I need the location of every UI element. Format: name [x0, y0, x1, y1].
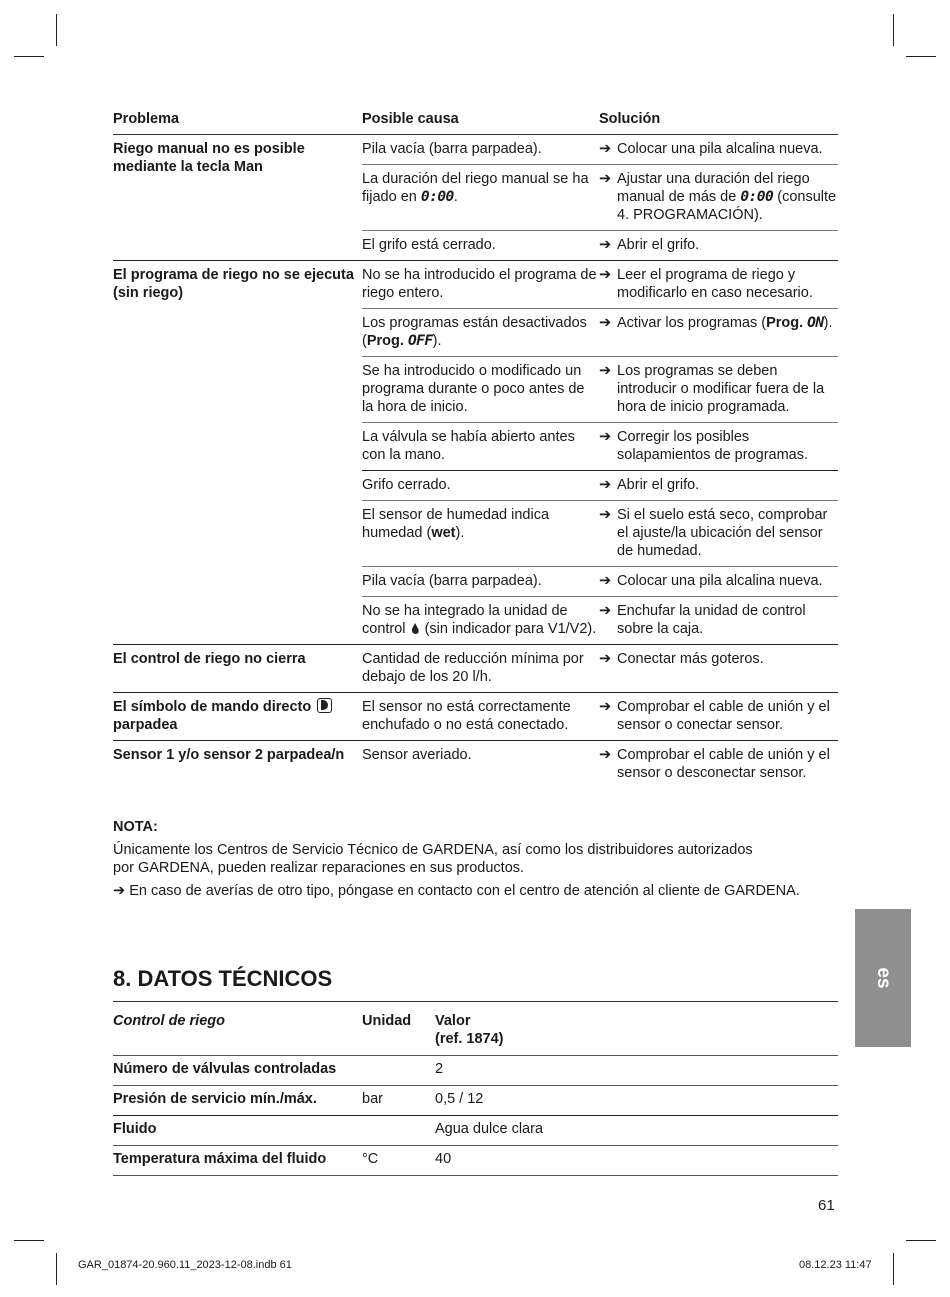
note-instruction	[113, 882, 843, 900]
moon-box-icon	[317, 698, 332, 713]
spec-value: 2	[435, 1056, 838, 1086]
solution-cell	[599, 645, 838, 693]
solution-text: Si el suelo está seco, comprobar el ajuste/la ubicación del sensor de humedad.	[617, 507, 828, 559]
spec-name: Presión de servicio mín./máx.	[113, 1086, 362, 1116]
specs-header-row	[113, 1008, 838, 1056]
cause-text: ).	[455, 525, 465, 541]
arrow-right-icon: ➔	[599, 747, 612, 763]
footer-timestamp: 08.12.23 11:47	[799, 1259, 872, 1271]
lcd-value: 0:00	[740, 189, 774, 205]
note-line: por GARDENA, pueden realizar reparaciones en sus productos.	[113, 860, 525, 876]
cause-text: .	[453, 189, 458, 205]
solution-text-part: Activar los programas (	[617, 315, 767, 331]
problem-text: parpadea	[113, 717, 178, 733]
solution-cell	[599, 741, 838, 789]
cause-text: ).	[432, 333, 442, 349]
lcd-value: ON	[807, 315, 824, 331]
arrow-right-icon: ➔	[599, 573, 612, 589]
note-line: Únicamente los Centros de Servicio Técnico de GARDENA, así como los distribuidores autorizados	[113, 842, 753, 858]
lcd-value: 0:00	[420, 189, 454, 205]
note-label: NOTA:	[113, 819, 158, 835]
arrow-right-icon: ➔	[113, 883, 126, 899]
solution-cell	[599, 261, 838, 309]
header-problem: Problema	[113, 107, 362, 135]
solution-text-part: ).	[823, 315, 833, 331]
problem-cell: El control de riego no cierra	[113, 645, 362, 693]
cause-cell: La válvula se había abierto antes con la mano.	[362, 423, 599, 471]
cause-text: Los programas están desactivados (	[362, 315, 587, 349]
arrow-right-icon: ➔	[599, 315, 612, 331]
solution-cell	[599, 309, 838, 357]
arrow-right-icon: ➔	[599, 699, 612, 715]
spec-value: 0,5 / 12	[435, 1086, 838, 1116]
table-row	[113, 1056, 838, 1086]
specs-table	[113, 1008, 838, 1176]
spec-unit: bar	[362, 1086, 435, 1116]
solution-text: Comprobar el cable de unión y el sensor o conectar sensor.	[617, 699, 830, 733]
cause-cell: Pila vacía (barra parpadea).	[362, 567, 599, 597]
solution-cell	[599, 567, 838, 597]
solution-text: Los programas se deben introducir o modificar fuera de la hora de inicio programada.	[617, 363, 825, 415]
table-row	[113, 261, 838, 309]
table-row	[113, 645, 838, 693]
solution-cell	[599, 357, 838, 423]
solution-cell	[599, 423, 838, 471]
footer-filename: GAR_01874-20.960.11_2023-12-08.indb 61	[78, 1259, 292, 1271]
specs-header-value	[435, 1008, 838, 1056]
spec-name: Temperatura máxima del fluido	[113, 1146, 362, 1176]
spec-name: Número de válvulas controladas	[113, 1056, 362, 1086]
arrow-right-icon: ➔	[599, 477, 612, 493]
solution-text: Colocar una pila alcalina nueva.	[617, 141, 823, 157]
solution-text	[617, 314, 833, 332]
crop-mark	[906, 56, 936, 57]
table-row	[113, 693, 838, 741]
problem-text: El símbolo de mando directo	[113, 699, 312, 715]
solution-cell	[599, 693, 838, 741]
cause-cell: El grifo está cerrado.	[362, 231, 599, 261]
solution-cell	[599, 231, 838, 261]
header-solution: Solución	[599, 107, 838, 135]
note-block	[113, 818, 843, 900]
cause-cell	[362, 309, 599, 357]
cause-cell: Se ha introducido o modificado un programa durante o poco antes de la hora de inicio.	[362, 357, 599, 423]
table-row	[113, 1116, 838, 1146]
solution-cell	[599, 135, 838, 165]
crop-mark	[56, 1253, 57, 1285]
header-cause: Posible causa	[362, 107, 599, 135]
crop-mark	[893, 14, 894, 46]
problem-cell	[113, 693, 362, 741]
specs-header-name: Control de riego	[113, 1008, 362, 1056]
cause-text: (sin indicador para V1/V2).	[420, 621, 597, 637]
solution-text: Colocar una pila alcalina nueva.	[617, 573, 823, 589]
table-row	[113, 1086, 838, 1116]
problem-cell: Riego manual no es posible mediante la tecla Man	[113, 135, 362, 261]
troubleshooting-table	[113, 107, 838, 788]
solution-cell	[599, 501, 838, 567]
crop-mark	[14, 56, 44, 57]
arrow-right-icon: ➔	[599, 429, 612, 445]
arrow-right-icon: ➔	[599, 363, 612, 379]
arrow-right-icon: ➔	[599, 507, 612, 523]
cause-cell	[362, 501, 599, 567]
solution-cell	[599, 165, 838, 231]
arrow-right-icon: ➔	[599, 651, 612, 667]
spec-name: Fluido	[113, 1116, 362, 1146]
table-row	[113, 1146, 838, 1176]
solution-text: Comprobar el cable de unión y el sensor o desconectar sensor.	[617, 747, 830, 781]
cause-cell: Sensor averiado.	[362, 747, 472, 763]
solution-cell	[599, 597, 838, 645]
cause-cell: Grifo cerrado.	[362, 471, 599, 501]
cause-cell	[362, 597, 599, 645]
cause-text: No se ha integrado la unidad de control	[362, 603, 568, 637]
section-title: 8. DATOS TÉCNICOS	[113, 966, 333, 991]
arrow-right-icon: ➔	[599, 171, 612, 187]
table-header-row	[113, 107, 838, 135]
lcd-value: OFF	[407, 333, 433, 349]
solution-text: Conectar más goteros.	[617, 651, 764, 667]
drop-icon	[412, 623, 419, 634]
crop-mark	[56, 14, 57, 46]
crop-mark	[893, 1253, 894, 1285]
solution-text-part: (consulte 4. PROGRAMACIÓN).	[617, 189, 837, 223]
solution-text-part: Ajustar una duración del riego manual de más de	[617, 171, 810, 205]
table-row	[113, 741, 838, 789]
solution-text	[617, 170, 838, 224]
arrow-right-icon: ➔	[599, 603, 612, 619]
spec-unit	[362, 1056, 435, 1086]
solution-cell	[599, 471, 838, 501]
spec-unit: °C	[362, 1146, 435, 1176]
cause-cell: El sensor no está correctamente enchufado o no está conectado.	[362, 693, 599, 741]
cause-cell	[362, 165, 599, 231]
problem-cell: Sensor 1 y/o sensor 2 parpadea/n	[113, 747, 345, 763]
cause-bold: wet	[431, 525, 456, 541]
divider	[113, 1001, 838, 1002]
cause-text: El sensor de humedad indica humedad (	[362, 507, 550, 541]
cause-cell: Pila vacía (barra parpadea).	[362, 135, 599, 165]
spec-value: Agua dulce clara	[435, 1116, 838, 1146]
solution-text: Abrir el grifo.	[617, 477, 700, 493]
solution-text: Enchufar la unidad de control sobre la caja.	[617, 603, 806, 637]
arrow-right-icon: ➔	[599, 267, 612, 283]
specs-header-unit: Unidad	[362, 1008, 435, 1056]
page-number: 61	[818, 1197, 835, 1214]
problem-cell: El programa de riego no se ejecuta (sin riego)	[113, 261, 362, 645]
solution-text: Leer el programa de riego y modificarlo en caso necesario.	[617, 267, 813, 301]
specs-header-value-label: Valor	[435, 1013, 471, 1029]
cause-bold: Prog.	[366, 333, 408, 349]
arrow-right-icon: ➔	[599, 141, 612, 157]
specs-header-value-ref: (ref. 1874)	[435, 1031, 504, 1047]
language-tab	[855, 909, 911, 1047]
crop-mark	[14, 1240, 44, 1241]
table-row	[113, 135, 838, 165]
note-line: En caso de averías de otro tipo, póngase en contacto con el centro de atención al cliente de GARDENA.	[129, 883, 800, 899]
crop-mark	[906, 1240, 936, 1241]
spec-unit	[362, 1116, 435, 1146]
language-tab-label: es	[873, 967, 894, 989]
solution-bold: Prog.	[766, 315, 808, 331]
cause-cell: No se ha introducido el programa de riego entero.	[362, 261, 599, 309]
cause-cell: Cantidad de reducción mínima por debajo de los 20 l/h.	[362, 645, 599, 693]
solution-text: Abrir el grifo.	[617, 237, 700, 253]
arrow-right-icon: ➔	[599, 237, 612, 253]
spec-value: 40	[435, 1146, 838, 1176]
cause-text: La duración del riego manual se ha fijado en	[362, 171, 589, 205]
solution-text: Corregir los posibles solapamientos de programas.	[617, 429, 809, 463]
